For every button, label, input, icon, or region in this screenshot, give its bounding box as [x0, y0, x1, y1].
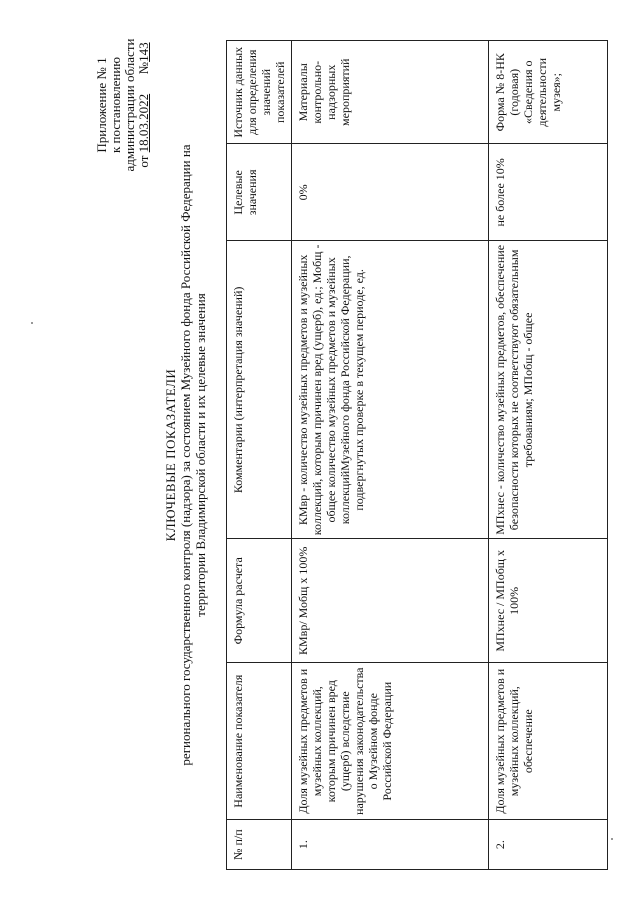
- indicator-name: Доля музейных предметов и музейных коллекций, обеспечение: [489, 663, 608, 820]
- decree-date: 18.03.2022: [136, 93, 151, 153]
- indicator-formula: МПхнес / МПобщ х 100%: [489, 539, 608, 663]
- header-indicator-name: Наименование показателя: [227, 663, 292, 820]
- header-number: № п/п: [227, 820, 292, 870]
- appendix-line-2: к постановлению: [108, 56, 123, 154]
- table-row: [292, 41, 489, 870]
- row-number: 1.: [292, 820, 489, 870]
- row-number: 2.: [489, 820, 608, 870]
- header-comments: Комментарии (интерпретация значений): [227, 241, 292, 539]
- scan-speck: [611, 838, 613, 840]
- appendix-line-1: Приложение № 1: [94, 57, 109, 153]
- indicator-source: Материалы контрольно-надзорных мероприятий: [292, 41, 489, 145]
- appendix-header: [95, 5, 151, 205]
- appendix-line-3: администрации области: [122, 38, 137, 172]
- decree-number: 143: [136, 42, 151, 62]
- header-formula: Формула расчета: [227, 539, 292, 663]
- document-subtitle-line-1: регионального государственного контроля (надзора) за состоянием Музейного фонда Российской Федерации на: [178, 144, 193, 766]
- indicator-target: не более 10%: [489, 144, 608, 241]
- header-target-values: Целевые значения: [227, 144, 292, 241]
- appendix-date-line: [137, 5, 151, 205]
- indicator-target: 0%: [292, 144, 489, 241]
- indicator-comment: МПхнес - количество музейных предметов, обеспечение безопасности которых не соответствуют обязательным требованиям; МПобщ - общее: [489, 241, 608, 539]
- table-row: [489, 41, 608, 870]
- indicator-source: Форма № 8-НК (годовая) «Сведения о деятельности музея»;: [489, 41, 608, 145]
- indicator-comment: КМвр - количество музейных предметов и музейных коллекций, которым причинен вред (ущерб), ед.; Мобщ - общее количество музейных предметов и музейных коллекцийМузейного фонда Российской Федерации, подвергнутых проверке в текущем периоде, ед.: [292, 241, 489, 539]
- scan-speck: [31, 322, 33, 324]
- table-header-row: [227, 41, 292, 870]
- indicator-name: Доля музейных предметов и музейных коллекций, которым причинен вред (ущерб) вследствие нарушения законодательства о Музейном фонде Российской Федерации: [292, 663, 489, 820]
- header-data-source: Источник данных для определения значений показателей: [227, 41, 292, 145]
- number-prefix: №: [136, 61, 151, 75]
- document-subtitle-line-2: территории Владимирской области и их целевые значения: [193, 293, 208, 617]
- date-prefix: от: [136, 155, 151, 168]
- document-title: КЛЮЧЕВЫЕ ПОКАЗАТЕЛИ: [163, 368, 178, 542]
- document-title-block: [163, 40, 208, 870]
- indicator-formula: КМвр/ Мобщ х 100%: [292, 539, 489, 663]
- indicators-table: [226, 40, 608, 870]
